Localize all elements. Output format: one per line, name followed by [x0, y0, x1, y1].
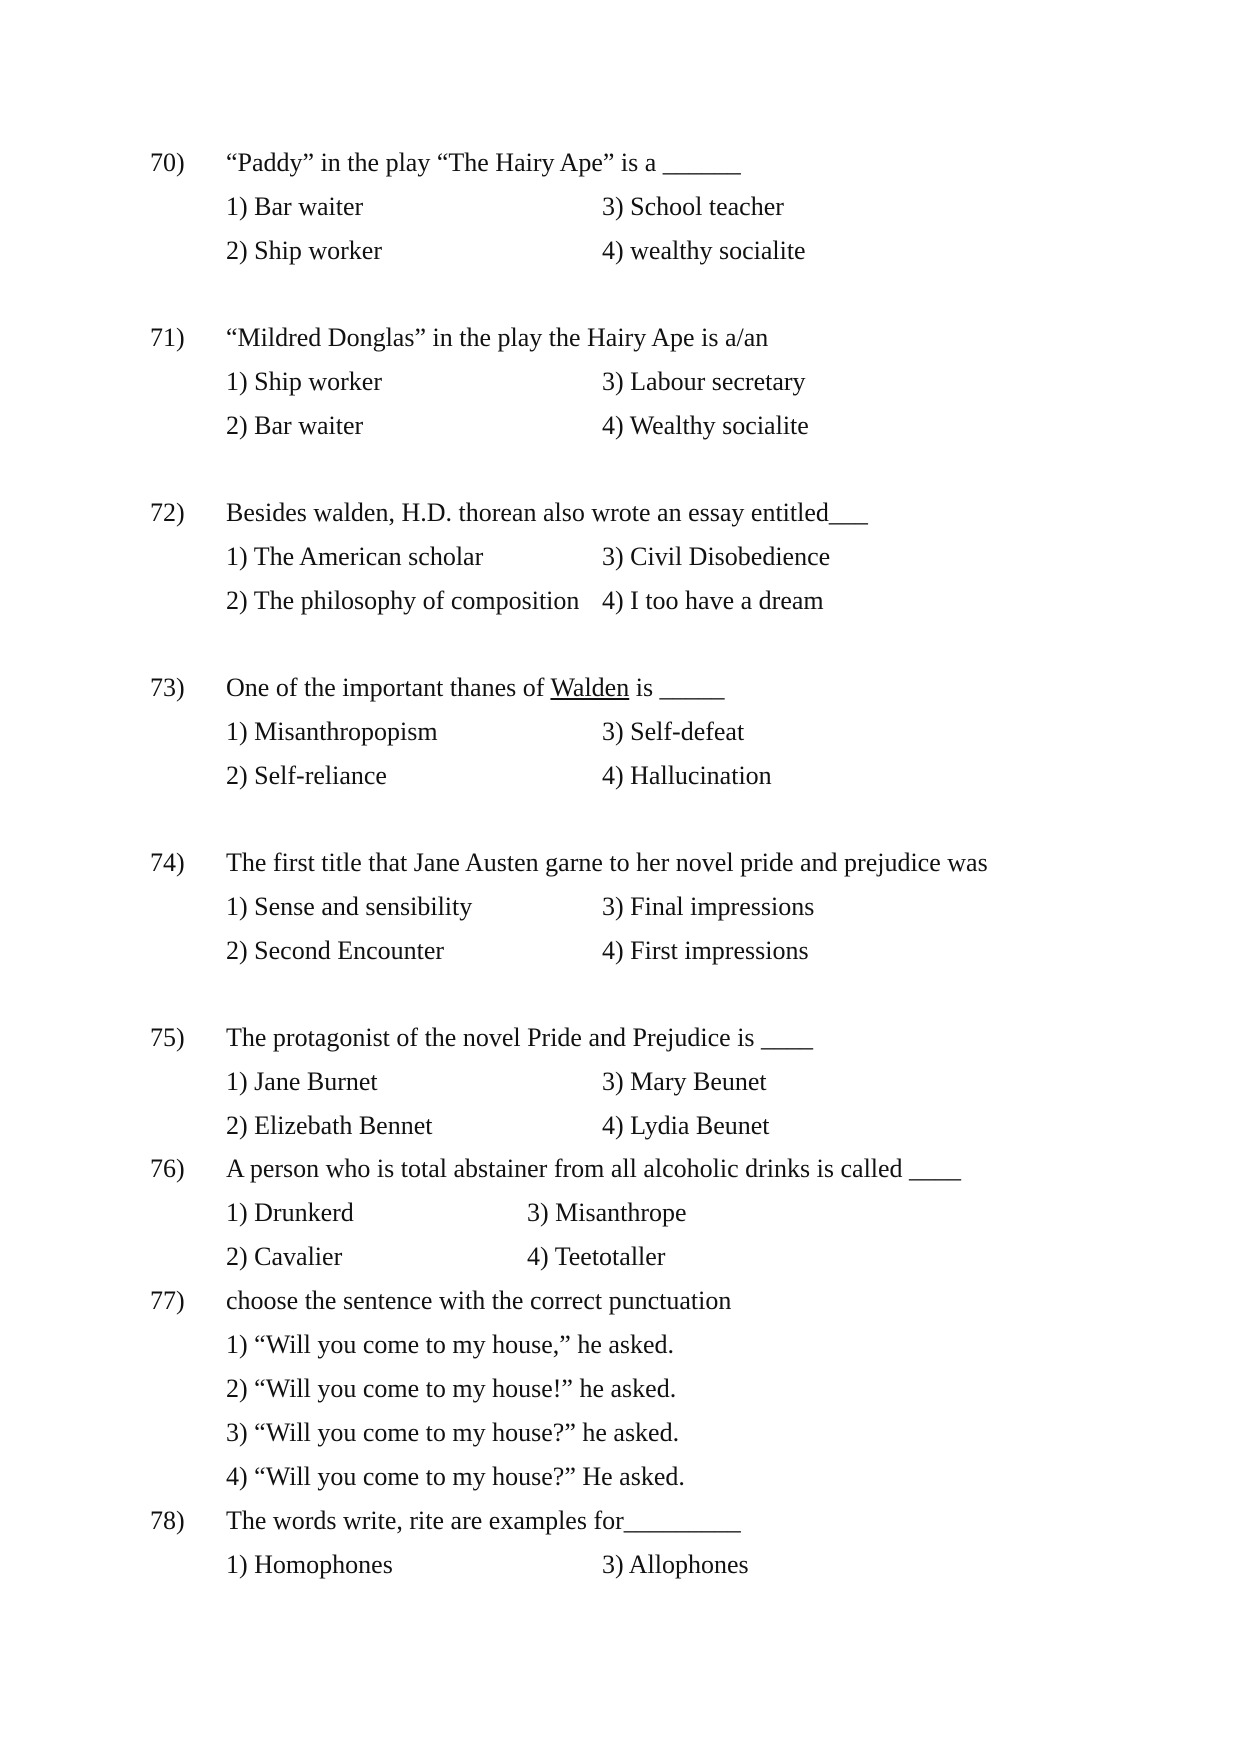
- option-2: 2) “Will you come to my house!” he asked.: [226, 1374, 677, 1403]
- question-76: [0, 1154, 1241, 1286]
- question-stem: A person who is total abstainer from all alcoholic drinks is called ____: [226, 1154, 962, 1183]
- option-3: 3) Self-defeat: [602, 717, 745, 746]
- question-number: 71): [150, 323, 185, 352]
- question-number: 75): [150, 1023, 185, 1052]
- question-number: 70): [150, 148, 185, 177]
- question-stem: The first title that Jane Austen garne to her novel pride and prejudice was: [226, 848, 988, 877]
- option-2: 2) Self-reliance: [226, 761, 387, 790]
- question-number: 74): [150, 848, 185, 877]
- option-3: 3) Misanthrope: [527, 1198, 687, 1227]
- option-3: 3) Allophones: [602, 1550, 749, 1579]
- question-number: 72): [150, 498, 185, 527]
- option-4: 4) I too have a dream: [602, 586, 824, 615]
- question-73: [0, 673, 1241, 805]
- option-3: 3) Final impressions: [602, 892, 815, 921]
- option-4: 4) Teetotaller: [527, 1242, 666, 1271]
- option-4: 4) Wealthy socialite: [602, 411, 809, 440]
- underlined-title: Walden: [550, 673, 630, 702]
- option-1: 1) Sense and sensibility: [226, 892, 473, 921]
- question-number: 78): [150, 1506, 185, 1535]
- option-3: 3) Civil Disobedience: [602, 542, 831, 571]
- question-stem: “Mildred Donglas” in the play the Hairy Ape is a/an: [226, 323, 769, 352]
- option-3: 3) Mary Beunet: [602, 1067, 767, 1096]
- option-1: 1) Drunkerd: [226, 1198, 354, 1227]
- question-71: [0, 323, 1241, 455]
- option-4: 4) First impressions: [602, 936, 809, 965]
- stem-before: One of the important thanes of: [226, 673, 551, 702]
- option-1: 1) “Will you come to my house,” he asked.: [226, 1330, 675, 1359]
- option-4: 4) Lydia Beunet: [602, 1111, 770, 1140]
- option-2: 2) Second Encounter: [226, 936, 445, 965]
- option-4: 4) wealthy socialite: [602, 236, 806, 265]
- option-1: 1) Misanthropopism: [226, 717, 438, 746]
- option-3: 3) Labour secretary: [602, 367, 806, 396]
- question-number: 77): [150, 1286, 185, 1315]
- option-3: 3) School teacher: [602, 192, 784, 221]
- question-stem: choose the sentence with the correct punctuation: [226, 1286, 732, 1315]
- option-4: 4) “Will you come to my house?” He asked.: [226, 1462, 685, 1491]
- question-number: 76): [150, 1154, 185, 1183]
- option-2: 2) Bar waiter: [226, 411, 364, 440]
- option-1: 1) Bar waiter: [226, 192, 364, 221]
- option-1: 1) Homophones: [226, 1550, 393, 1579]
- option-3: 3) “Will you come to my house?” he asked.: [226, 1418, 680, 1447]
- question-75: [0, 1023, 1241, 1155]
- option-2: 2) The philosophy of composition: [226, 586, 580, 615]
- question-stem: The words write, rite are examples for_________: [226, 1506, 741, 1535]
- option-1: 1) Ship worker: [226, 367, 382, 396]
- question-74: [0, 848, 1241, 980]
- question-stem: “Paddy” in the play “The Hairy Ape” is a ______: [226, 148, 741, 177]
- question-72: [0, 498, 1241, 630]
- option-4: 4) Hallucination: [602, 761, 772, 790]
- option-2: 2) Ship worker: [226, 236, 382, 265]
- question-70: [0, 148, 1241, 280]
- question-number: 73): [150, 673, 185, 702]
- question-stem: Besides walden, H.D. thorean also wrote an essay entitled___: [226, 498, 868, 527]
- question-78: [0, 1506, 1241, 1594]
- option-1: 1) Jane Burnet: [226, 1067, 378, 1096]
- question-stem: The protagonist of the novel Pride and Prejudice is ____: [226, 1023, 814, 1052]
- option-2: 2) Cavalier: [226, 1242, 343, 1271]
- question-77: [0, 1286, 1241, 1506]
- option-1: 1) The American scholar: [226, 542, 484, 571]
- question-stem: [226, 673, 725, 703]
- stem-after: is _____: [629, 673, 725, 702]
- option-2: 2) Elizebath Bennet: [226, 1111, 433, 1140]
